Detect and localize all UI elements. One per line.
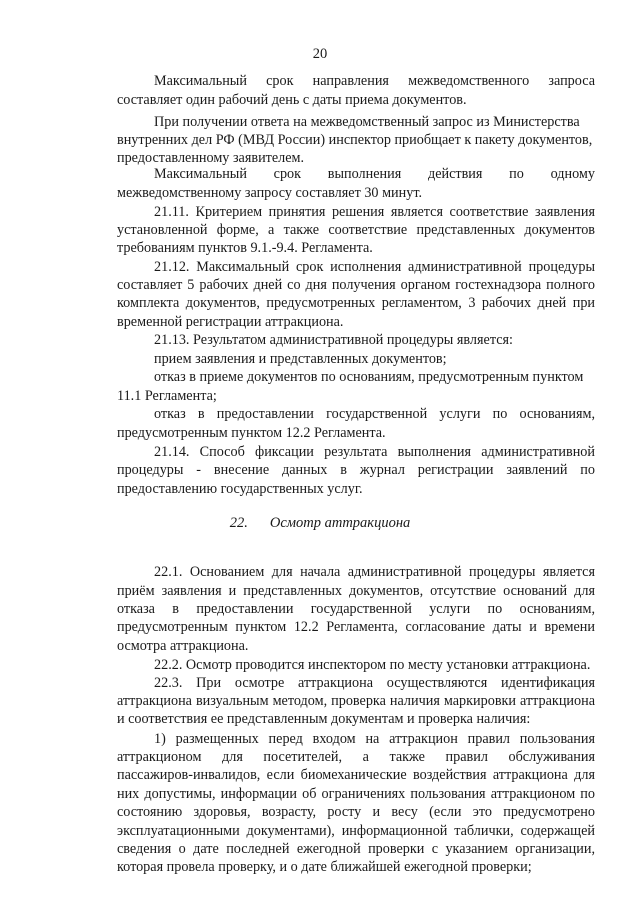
section-number: 22. xyxy=(229,515,248,531)
text-line: отказа в предоставлении государственной услуги по основаниям, xyxy=(117,601,595,617)
text-line: 21.12. Максимальный срок исполнения административной процедуры xyxy=(154,259,595,275)
text-line: временной регистрации аттракциона. xyxy=(117,314,344,330)
text-line: межведомственному запросу составляет 30 минут. xyxy=(117,185,423,201)
text-line: При получении ответа на межведомственный запрос из Министерства xyxy=(154,114,580,130)
text-line: состоянию здоровья, возрасту, росту и весу (если это предусмотрено xyxy=(117,804,595,820)
text-line: 21.13. Результатом административной процедуры является: xyxy=(154,332,513,348)
text-line: составляет 5 рабочих дней со дня получения органом гостехнадзора полного xyxy=(117,277,595,293)
text-line: предоставленному заявителем. xyxy=(117,150,305,166)
text-line: 22.1. Основанием для начала административной процедуры является xyxy=(154,564,595,580)
page-number: 20 xyxy=(312,46,328,62)
text-line: прием заявления и представленных документов; xyxy=(154,351,447,367)
text-line: комплекта документов, предусмотренных регламентом, 3 рабочих дней при xyxy=(117,295,595,311)
text-line: 21.11. Критерием принятия решения является соответствие заявления xyxy=(154,204,595,220)
text-line: отказ в приеме документов по основаниям, предусмотренным пунктом xyxy=(154,369,584,385)
text-line: требованиям пунктов 9.1.-9.4. Регламента. xyxy=(117,240,373,256)
text-line: Максимальный срок выполнения действия по одному xyxy=(154,166,595,182)
text-line: внутренних дел РФ (МВД России) инспектор приобщает к пакету документов, xyxy=(117,132,593,148)
text-line: аттракционом для посетителей, а также правил обслуживания xyxy=(117,749,595,765)
text-line: Максимальный срок направления межведомственного запроса xyxy=(154,73,595,89)
text-line: отказ в предоставлении государственной услуги по основаниям, xyxy=(154,406,595,422)
section-title: Осмотр аттракциона xyxy=(269,515,411,531)
text-line: аттракциона визуальным методом, проверка наличия маркировки аттракциона xyxy=(117,693,595,709)
text-line: предусмотренным пунктом 12.2 Регламента, согласование даты и времени xyxy=(117,619,595,635)
text-line: них допустимы, информации об ограничениях пользования аттракционом по xyxy=(117,786,595,802)
text-line: процедуры - внесение данных в журнал регистрации заявлений по xyxy=(117,462,595,478)
text-line: приём заявления и представленных документов, отсутствие оснований для xyxy=(117,583,595,599)
text-line: пассажиров-инвалидов, если биомеханические воздействия аттракциона для xyxy=(117,767,595,783)
text-line: 22.2. Осмотр проводится инспектором по месту установки аттракциона. xyxy=(154,657,591,673)
text-line: 22.3. При осмотре аттракциона осуществляются идентификация xyxy=(154,675,595,691)
text-line: сведения о дате последней ежегодной проверки с указанием организации, xyxy=(117,841,595,857)
text-line: осмотра аттракциона. xyxy=(117,638,249,654)
text-line: 11.1 Регламента; xyxy=(117,388,217,404)
text-line: составляет один рабочий день с даты приема документов. xyxy=(117,92,467,108)
text-line: которая провела проверку, и о дате ближайшей ежегодной проверки; xyxy=(117,859,532,875)
text-line: 21.14. Способ фиксации результата выполнения административной xyxy=(154,444,595,460)
text-line: установленной форме, а также соответствие представленных документов xyxy=(117,222,595,238)
text-line: предоставлению государственных услуг. xyxy=(117,481,363,497)
text-line: предусмотренным пунктом 12.2 Регламента. xyxy=(117,425,386,441)
text-line: и соответствия ее представленным документам и проверка наличия: xyxy=(117,711,531,727)
section-heading xyxy=(0,515,640,532)
text-line: 1) размещенных перед входом на аттракцион правил пользования xyxy=(154,731,595,747)
text-line: эксплуатационными документами), информационной таблички, содержащей xyxy=(117,823,595,839)
